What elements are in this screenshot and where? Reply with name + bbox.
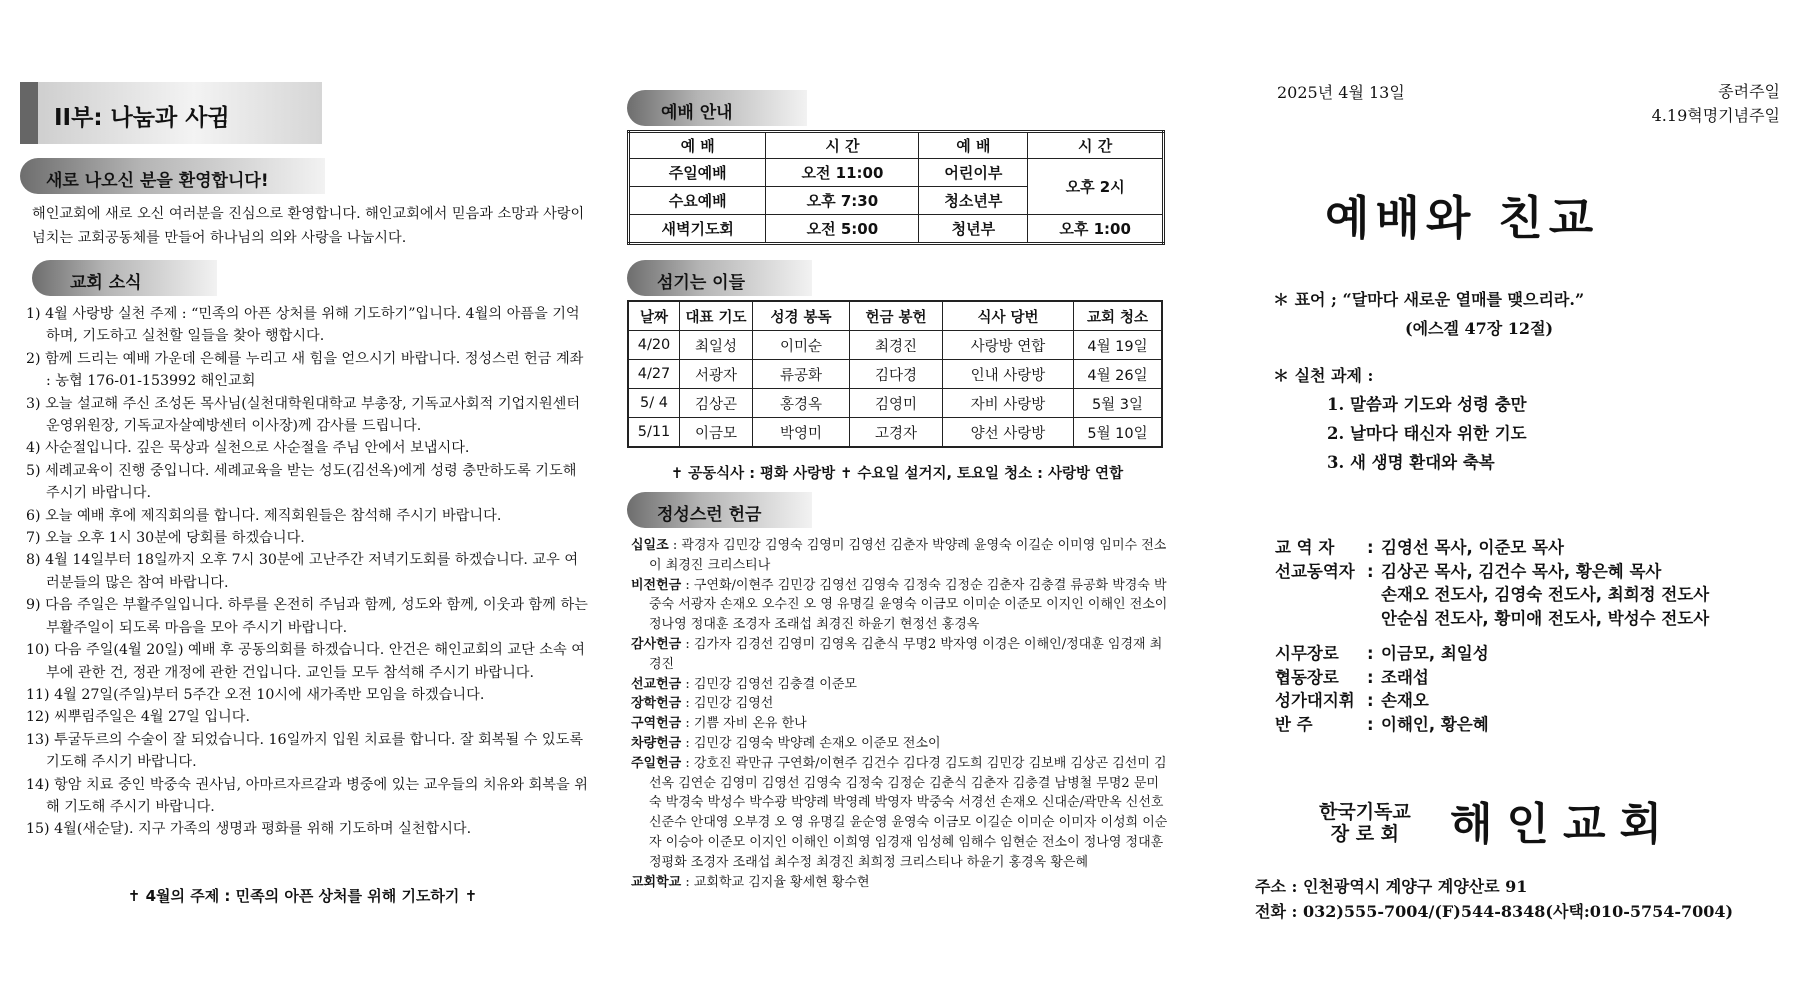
- staff-names: [1381, 560, 1709, 631]
- list-item: 14) 항암 치료 중인 박중숙 권사님, 아마르자르갈과 병중에 있는 교우들의 치유와 회복을 위해 기도해 주시기 바랍니다.: [26, 776, 588, 815]
- staff-row: [1275, 630, 1709, 642]
- offering-item: [631, 576, 1171, 635]
- list-item: 6) 오늘 예배 후에 제직회의를 합니다. 제직회원들은 참석해 주시기 바랍니다.: [26, 507, 502, 524]
- table-cell: 새벽기도회: [629, 215, 766, 244]
- offering-names: : 구연화/이현주 김민강 김영선 김영숙 김정숙 김정순 김춘자 김충결 류공화 박경숙 박중숙 서광자 손재오 오수진 오 영 유명길 윤영숙 이금모 이미순 이준모 이지인 이해인 전소이 정나영 정대훈 조경자 조래섭 최경진 하윤기 현정선 홍경옥: [649, 577, 1168, 633]
- staff-row: [1275, 689, 1709, 713]
- list-item: 10) 다음 주일(4월 20일) 예배 후 공동의회를 하겠습니다. 안건은 해인교회의 교단 소속 여부에 관한 건, 정관 개정에 관한 건입니다. 교인들 모두 참석해 주시기 바랍니다.: [26, 642, 585, 681]
- table-cell: 고경자: [850, 418, 943, 448]
- staff-separator: [1367, 630, 1381, 642]
- sunday-name: 4.19혁명기념주일: [1651, 106, 1780, 125]
- phone: 전화 : 032)555-7004/(F)544-8348(사택:010-5754-7004): [1255, 902, 1734, 921]
- staff-role: 시무장로: [1275, 644, 1339, 663]
- table-cell: 이금모: [680, 418, 753, 448]
- table-row: [629, 159, 1164, 187]
- staff-names: [1381, 666, 1429, 690]
- table-row: [628, 360, 1162, 389]
- table-cell: 류공화: [753, 360, 850, 389]
- offering-item: [631, 635, 1171, 675]
- welcome-header: [20, 158, 325, 194]
- sunday-names: [1652, 80, 1780, 128]
- staff-role: 성가대지휘: [1275, 691, 1355, 710]
- table-header: 시 간: [766, 132, 919, 159]
- offering-names: : 강호진 곽만규 구연화/이현주 김건수 김다경 김도희 김민강 김보배 김상곤 김선미 김선옥 김연순 김영미 김영선 김영숙 김정숙 김정순 김춘식 김춘자 김충결 남병철 무명2 문미숙 박경숙 박성수 박수광 박양례 박영례 박영자 박중숙 서경선 손재오 신대순/곽만옥 신선호 신준수 안대영 오부경 오 영 유명길 윤순영 윤영숙 이금모 이길순 이미순 이미자 이성희 이순자 이승아 이준모 이지인 이해인 이희영 임경재 임성혜 임해수 임현순 전소이 정나영 정대훈 정평화 조경자 조래섭 최수정 최경진 최희정 크리스티나 하윤기 홍경옥 황은혜: [649, 755, 1168, 870]
- staff-role: [1275, 630, 1367, 642]
- offering-item: [631, 734, 1171, 754]
- news-list: [26, 303, 591, 841]
- worship-table: [627, 130, 1165, 245]
- staff-row: [1275, 666, 1709, 690]
- staff-row: [1275, 713, 1709, 737]
- servants-table: [627, 300, 1163, 448]
- offering-category: 구역헌금: [631, 716, 682, 732]
- offering-item: [631, 714, 1171, 734]
- staff-list: [1275, 536, 1709, 736]
- staff-names: [1381, 713, 1489, 737]
- table-cell: 5월 3일: [1074, 389, 1163, 418]
- table-cell: 사랑방 연합: [943, 331, 1074, 360]
- staff-role: 협동장로: [1275, 667, 1339, 687]
- list-item: 7) 오늘 오후 1시 30분에 당회를 하겠습니다.: [26, 530, 305, 547]
- part-title: II부: 나눔과 사귐: [54, 105, 230, 131]
- table-row: [628, 331, 1162, 360]
- denomination-line: 한국기독교: [1319, 801, 1411, 823]
- offering-category: 차량헌금: [631, 735, 682, 751]
- staff-separator: :: [1367, 538, 1374, 557]
- table-cell: 청년부: [919, 215, 1028, 244]
- table-header: 대표 기도: [680, 301, 753, 331]
- table-cell: 오전 11:00: [766, 159, 919, 187]
- servants-header: [627, 260, 812, 296]
- offering-category: 십일조: [631, 538, 669, 553]
- staff-name-line: 손재오: [1381, 691, 1429, 710]
- address: 주소 : 인천광역시 계양구 계양산로 91: [1255, 877, 1528, 896]
- table-header: 식사 당번: [943, 301, 1074, 331]
- staff-separator: :: [1367, 691, 1374, 710]
- offering-category: 선교헌금: [631, 676, 682, 692]
- staff-role: 선교동역자: [1275, 561, 1355, 581]
- staff-names: [1381, 642, 1489, 666]
- staff-role: 반 주: [1275, 714, 1313, 734]
- offering-category: 교회학교: [631, 874, 682, 890]
- denomination: [1319, 801, 1411, 845]
- offering-names: : 김민강 김영숙 박양례 손재오 이준모 전소이: [681, 735, 941, 751]
- table-cell: 주일예배: [629, 159, 766, 187]
- table-cell: 최일성: [680, 331, 753, 360]
- list-item: 8) 4월 14일부터 18일까지 오후 7시 30분에 고난주간 저녁기도회를 하겠습니다. 교우 여러분들의 많은 참여 바랍니다.: [26, 552, 579, 591]
- table-cell: 오후 7:30: [766, 187, 919, 215]
- bulletin-date: 2025년 4월 13일: [1277, 83, 1405, 102]
- table-cell: 서광자: [680, 360, 753, 389]
- list-item: 1) 4월 사랑방 실천 주제 : “민족의 아픈 상처를 위해 기도하기”입니다. 4월의 아픔을 기억하며, 기도하고 실천할 일들을 찾아 행합시다.: [26, 306, 580, 345]
- practice-label: ＊ 실천 과제 :: [1273, 366, 1374, 385]
- staff-name-line: 김영선 목사, 이준모 목사: [1381, 538, 1564, 557]
- offering-item: [631, 754, 1171, 873]
- part-title-banner: [20, 82, 322, 144]
- table-header: 성경 봉독: [753, 301, 850, 331]
- list-item: 12) 씨뿌림주일은 4월 27일 입니다.: [26, 709, 250, 726]
- list-item: 15) 4월(새순달). 지구 가족의 생명과 평화를 위해 기도하며 실천합시다.: [26, 821, 472, 838]
- offering-category: 장학헌금: [631, 696, 682, 712]
- worship-header: [627, 90, 807, 126]
- table-row: [628, 301, 1162, 331]
- motto-reference: (에스겔 47장 12절): [1405, 319, 1554, 338]
- offering-names: : 김민강 김영선 김충결 이준모: [681, 676, 857, 692]
- denomination-line: 장 로 회: [1330, 823, 1400, 845]
- table-row: [629, 132, 1164, 159]
- table-cell: 5월 10일: [1074, 418, 1163, 448]
- practice-tasks: [1327, 390, 1527, 477]
- list-item: 13) 투굴두르의 수술이 잘 되었습니다. 16일까지 입원 치료를 합니다. 잘 회복될 수 있도록 기도해 주시기 바랍니다.: [26, 731, 584, 771]
- offering-names: : 곽경자 김민강 김영숙 김영미 김영선 김춘자 박양례 윤영숙 이길순 이미영 임미수 전소이 최경진 크리스티나: [649, 538, 1167, 573]
- staff-row: [1275, 560, 1709, 631]
- table-cell: 청소년부: [919, 187, 1028, 215]
- offering-names: : 교회학교 김지율 황세현 황수현: [681, 874, 870, 890]
- worship-header-label: 예배 안내: [661, 103, 733, 123]
- table-cell: 김다경: [850, 360, 943, 389]
- offering-names: : 김민강 김영선: [681, 696, 774, 712]
- offering-header: [627, 492, 812, 528]
- servants-note: ✝ 공동식사 : 평화 사랑방 ✝ 수요일 설거지, 토요일 청소 : 사랑방 연합: [670, 466, 1124, 482]
- staff-name-line: 김상곤 목사, 김건수 목사, 황은혜 목사: [1381, 561, 1662, 581]
- offering-item: [631, 536, 1171, 576]
- staff-name-line: 안순심 전도사, 황미애 전도사, 박성수 전도사: [1381, 608, 1710, 628]
- table-cell: 4월 19일: [1074, 331, 1163, 360]
- table-cell: 수요예배: [629, 187, 766, 215]
- table-cell: 이미순: [753, 331, 850, 360]
- table-header: 헌금 봉헌: [850, 301, 943, 331]
- table-cell: 자비 사랑방: [943, 389, 1074, 418]
- sunday-name: 종려주일: [1718, 82, 1780, 101]
- offering-header-label: 정성스런 헌금: [657, 505, 762, 525]
- staff-name-line: 이금모, 최일성: [1381, 644, 1489, 663]
- table-row: [629, 215, 1164, 244]
- church-name: 해인교회: [1450, 799, 1677, 850]
- list-item: 4) 사순절입니다. 깊은 묵상과 실천으로 사순절을 주님 안에서 보냅시다.: [26, 440, 470, 457]
- offering-names: : 김가자 김경선 김영미 김영옥 김춘식 무명2 박자영 이경은 이해인/정대훈 임경재 최경진: [649, 636, 1163, 672]
- table-cell: 오전 5:00: [766, 215, 919, 244]
- offering-item: [631, 873, 1171, 893]
- table-row: [628, 418, 1162, 448]
- table-header: 시 간: [1028, 132, 1164, 159]
- staff-names: [1381, 536, 1564, 560]
- welcome-header-label: 새로 나오신 분을 환영합니다!: [46, 171, 269, 191]
- servants-body: [628, 331, 1162, 448]
- staff-name-line: 조래섭: [1381, 667, 1429, 687]
- welcome-text: 해인교회에 새로 오신 여러분을 진심으로 환영합니다. 해인교회에서 믿음과 소망과 사랑이 넘치는 교회공동체를 만들어 하나님의 의와 사랑을 나눕시다.: [32, 206, 585, 246]
- table-header: 예 배: [919, 132, 1028, 159]
- motto: ＊ 표어 ; “달마다 새로운 열매를 맺으리라.”: [1273, 290, 1585, 309]
- offering-category: 주일헌금: [631, 755, 682, 771]
- table-header: 예 배: [629, 132, 766, 159]
- list-item: 9) 다음 주일은 부활주일입니다. 하루를 온전히 주님과 함께, 성도와 함께, 이웃과 함께 하는 부활주일이 되도록 마음을 모아 주시기 바랍니다.: [26, 597, 588, 636]
- table-cell: 김상곤: [680, 389, 753, 418]
- staff-name-line: 손재오 전도사, 김영숙 전도사, 최희정 전도사: [1381, 585, 1710, 604]
- table-cell: 양선 사랑방: [943, 418, 1074, 448]
- staff-name-line: 이해인, 황은혜: [1381, 714, 1489, 734]
- news-header: [32, 260, 217, 296]
- table-cell: 4/20: [628, 331, 680, 360]
- offering-item: [631, 675, 1171, 695]
- table-header: 교회 청소: [1074, 301, 1163, 331]
- staff-separator: :: [1367, 667, 1374, 687]
- table-cell: 최경진: [850, 331, 943, 360]
- table-cell: 김영미: [850, 389, 943, 418]
- monthly-theme: ✝ 4월의 주제 : 민족의 아픈 상처를 위해 기도하기 ✝: [127, 887, 478, 905]
- table-cell: 5/11: [628, 418, 680, 448]
- table-cell: 홍경옥: [753, 389, 850, 418]
- staff-names: [1381, 689, 1429, 713]
- list-item: 3. 새 생명 환대와 축복: [1327, 453, 1495, 472]
- staff-row: [1275, 642, 1709, 666]
- offering-names: : 기쁨 자비 온유 한나: [681, 716, 807, 732]
- section-title: 예배와 친교: [1325, 191, 1600, 245]
- table-cell: 오후 1:00: [1028, 215, 1164, 244]
- contact-info: [1255, 874, 1733, 924]
- table-cell: 인내 사랑방: [943, 360, 1074, 389]
- table-cell: 5/ 4: [628, 389, 680, 418]
- list-item: 11) 4월 27일(주일)부터 5주간 오전 10시에 새가족반 모임을 하겠습니다.: [26, 686, 485, 703]
- table-cell: 오후 2시: [1028, 159, 1164, 215]
- staff-separator: :: [1367, 714, 1374, 734]
- list-item: 3) 오늘 설교해 주신 조성돈 목사님(실천대학원대학교 부총장, 기독교사회적 기업지원센터 운영위원장, 기독교자살예방센터 이사장)께 감사를 드립니다.: [26, 395, 581, 435]
- staff-role: 교 역 자: [1275, 538, 1335, 557]
- list-item: 1. 말씀과 기도와 성령 충만: [1327, 395, 1527, 414]
- table-row: [628, 389, 1162, 418]
- staff-row: [1275, 536, 1709, 560]
- offering-item: [631, 694, 1171, 714]
- staff-separator: :: [1367, 561, 1374, 581]
- offering-category: 비전헌금: [631, 577, 682, 593]
- table-header: 날짜: [628, 301, 680, 331]
- servants-header-label: 섬기는 이들: [657, 273, 746, 293]
- table-cell: 4/27: [628, 360, 680, 389]
- offering-category: 감사헌금: [631, 636, 682, 652]
- list-item: 2) 함께 드리는 예배 가운데 은혜를 누리고 새 힘을 얻으시기 바랍니다. 정성스런 헌금 계좌 : 농협 176-01-153992 해인교회: [26, 350, 584, 390]
- table-cell: 어린이부: [919, 159, 1028, 187]
- table-cell: 4월 26일: [1074, 360, 1163, 389]
- table-cell: 박영미: [753, 418, 850, 448]
- news-header-label: 교회 소식: [70, 273, 142, 293]
- offering-list: [631, 536, 1171, 892]
- list-item: 2. 날마다 태신자 위한 기도: [1327, 424, 1527, 443]
- list-item: 5) 세례교육이 진행 중입니다. 세례교육을 받는 성도(김선옥)에게 성령 충만하도록 기도해 주시기 바랍니다.: [26, 462, 577, 502]
- staff-separator: :: [1367, 644, 1374, 663]
